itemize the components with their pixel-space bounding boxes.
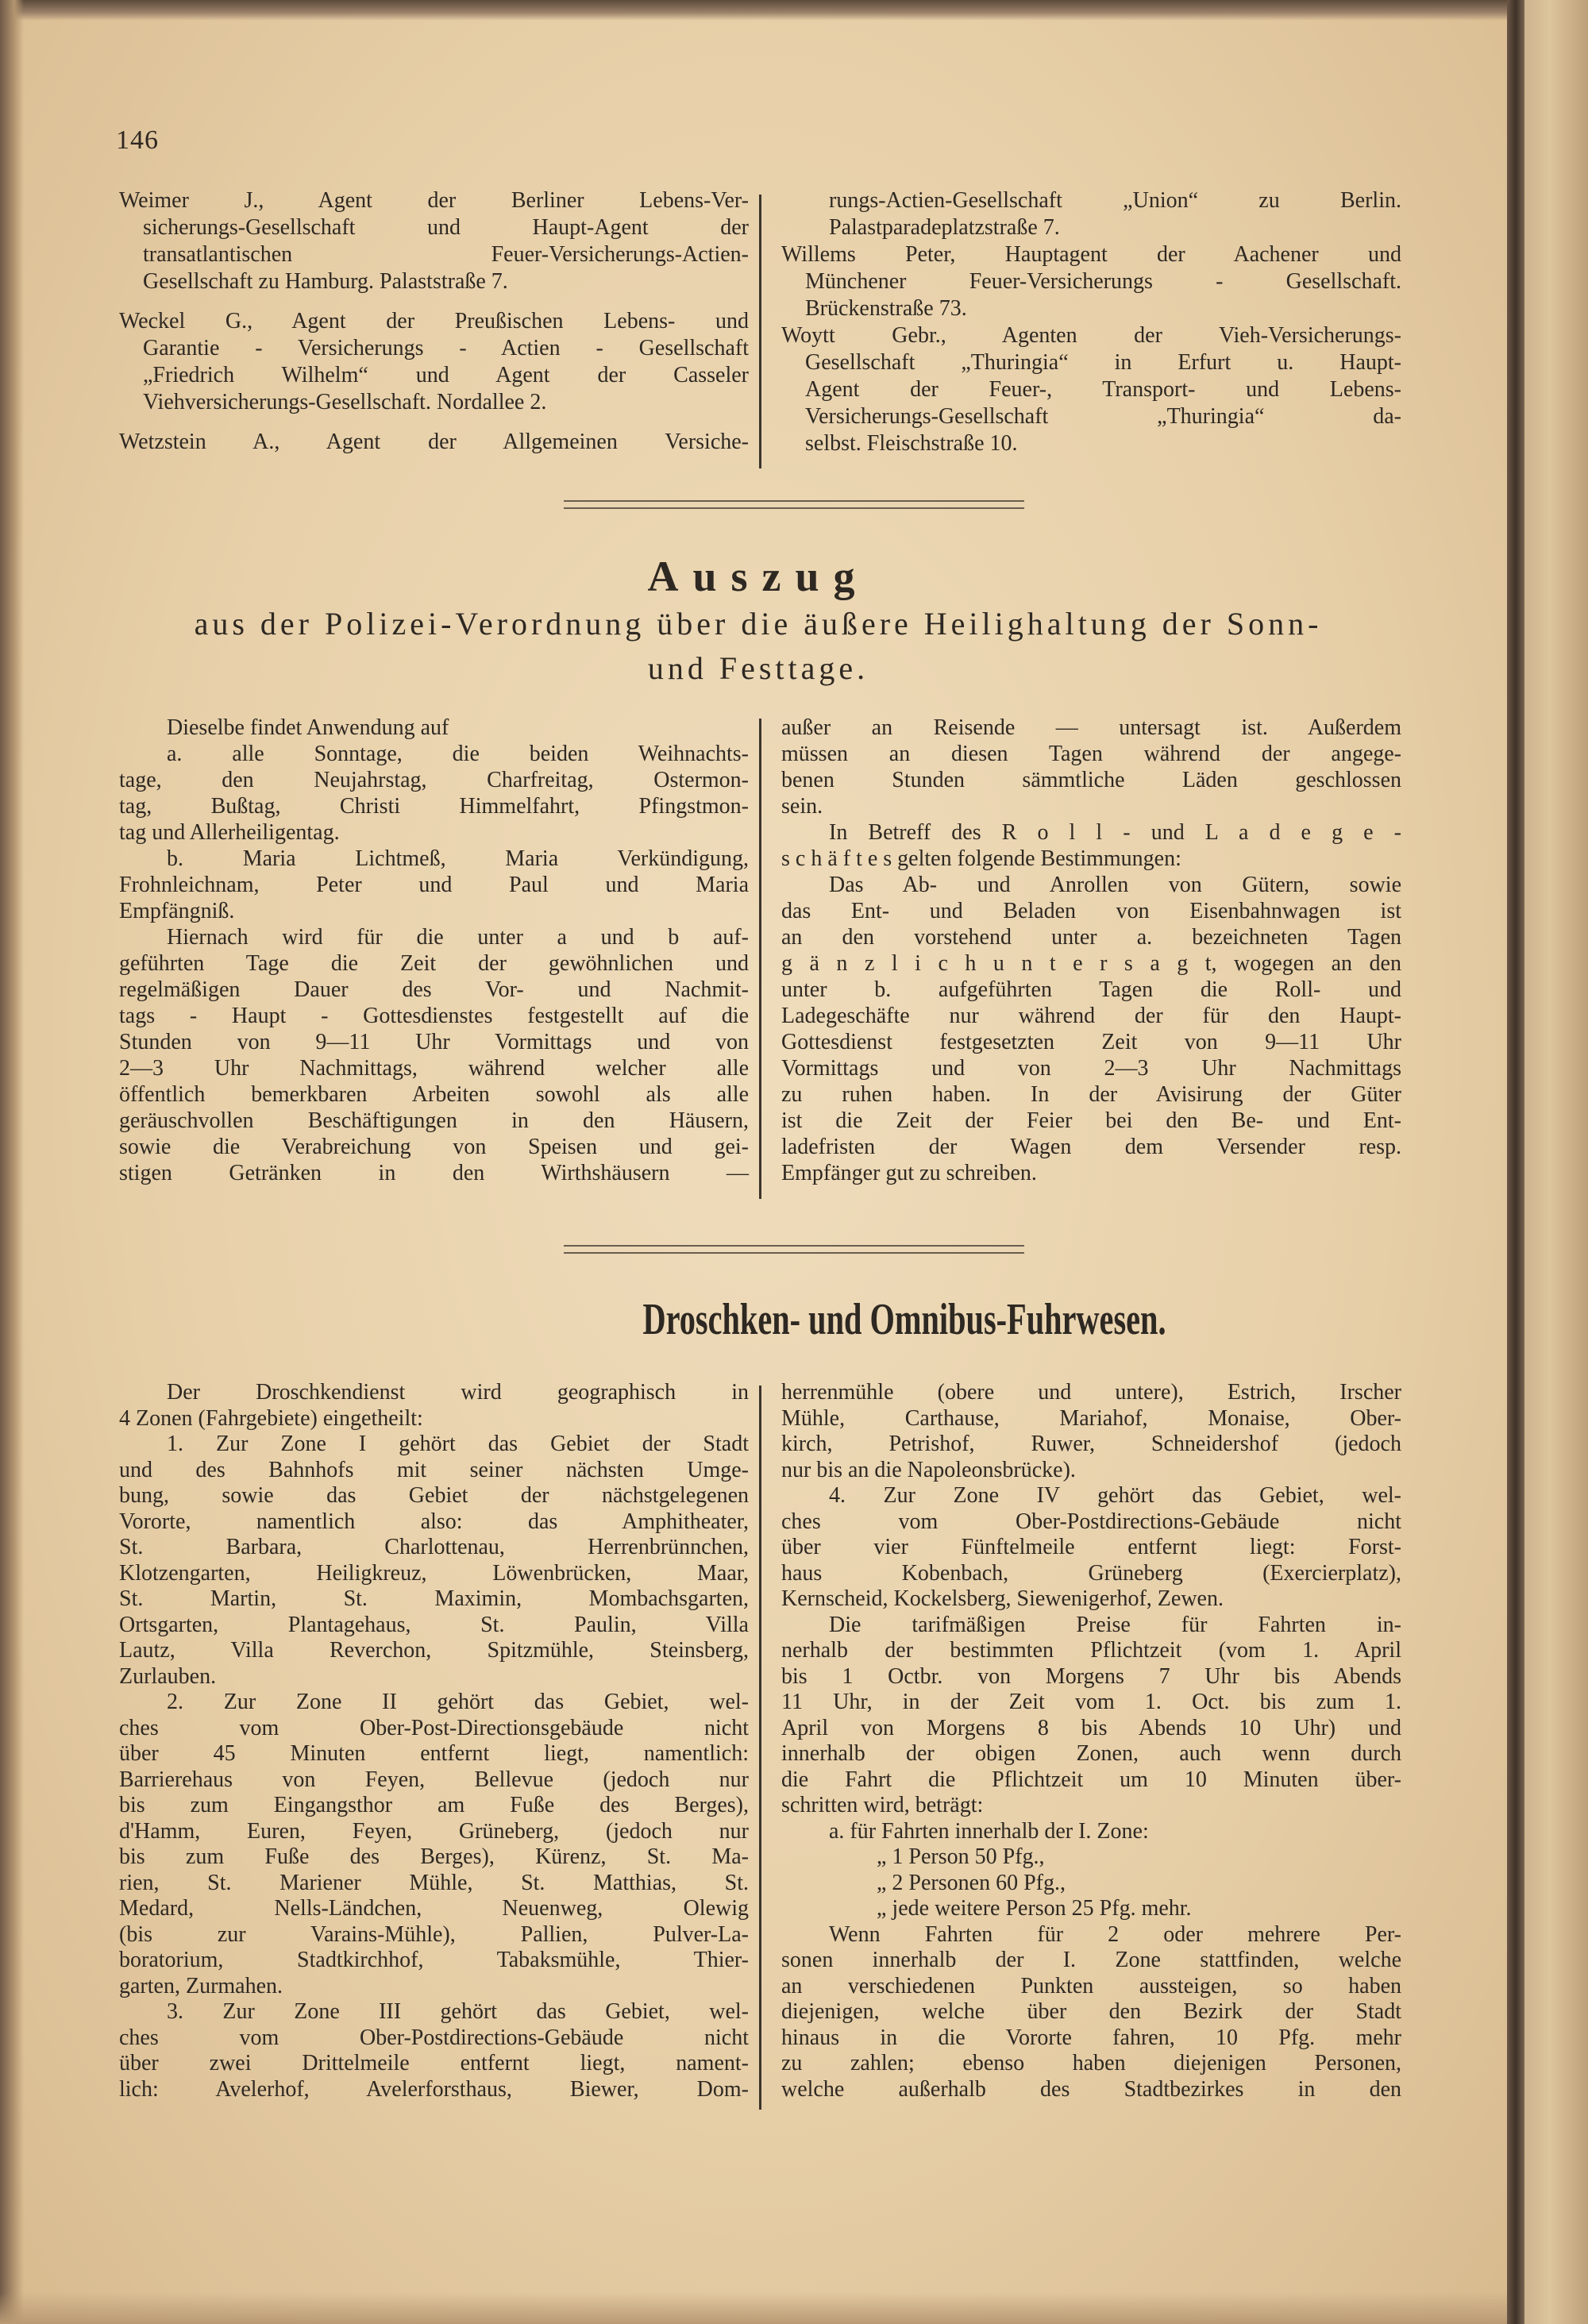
- paragraph: [119, 308, 749, 416]
- text-line: Zurlauben.: [119, 1663, 217, 1689]
- text-line: nur bis an die Napoleonsbrücke).: [781, 1457, 1076, 1482]
- text-line: geführten Tage die Zeit der gewöhnlichen und: [119, 951, 749, 976]
- text-line: 2—3 Uhr Nachmittags, während welcher alle: [119, 1056, 749, 1081]
- text-line: Vormittags und von 2—3 Uhr Nachmittags: [781, 1056, 1401, 1081]
- text-line: das Ent- und Beladen von Eisenbahnwagen ist: [781, 899, 1401, 923]
- text-line: s c h ä f t e s gelten folgende Bestimmungen:: [781, 846, 1181, 871]
- text-line: Garantie - Versicherungs - Actien - Gesellschaft: [143, 336, 749, 360]
- double-rule-divider: [564, 500, 1024, 509]
- text-line: April von Morgens 8 bis Abends 10 Uhr) und: [781, 1715, 1401, 1740]
- text-line: 4. Zur Zone IV gehört das Gebiet, wel-: [829, 1483, 1401, 1508]
- section-title-auszug: Auszug: [647, 553, 869, 600]
- text-line: ches vom Ober-Postdirections-Gebäude nicht: [781, 1509, 1401, 1534]
- text-line: Empfänger gut zu schreiben.: [781, 1161, 1037, 1185]
- text-line: sonen innerhalb der I. Zone stattfinden, welche: [781, 1948, 1401, 1972]
- paragraph: [119, 715, 749, 741]
- paragraph: [119, 429, 749, 456]
- text-line: Versicherungs-Gesellschaft „Thuringia“ da-: [805, 404, 1401, 429]
- text-line: Mühle, Carthause, Mariahof, Monaise, Ober-: [781, 1405, 1401, 1431]
- column-divider: [759, 1386, 761, 2110]
- text-line: geräuschvollen Beschäftigungen in den Häusern,: [119, 1108, 749, 1133]
- text-line: die Fahrt die Pflichtzeit um 10 Minuten über-: [781, 1767, 1401, 1792]
- text-line: 11 Uhr, in der Zeit vom 1. Oct. bis zum 1.: [781, 1690, 1401, 1714]
- text-line: sowie die Verabreichung von Speisen und gei-: [119, 1135, 749, 1159]
- text-line: „ jede weitere Person 25 Pfg. mehr.: [877, 1896, 1192, 1921]
- text-line: bung, sowie das Gebiet der nächstgelegenen: [119, 1483, 749, 1508]
- text-line: a. alle Sonntage, die beiden Weihnachts-: [167, 742, 749, 766]
- text-line: innerhalb der obigen Zonen, auch wenn durch: [781, 1741, 1401, 1766]
- text-line: Palastparadeplatzstraße 7.: [829, 215, 1060, 240]
- paragraph: [119, 924, 749, 1186]
- text-line: über vier Fünftelmeile entfernt liegt: Forst-: [781, 1535, 1401, 1559]
- text-line: transatlantischen Feuer-Versicherungs-Actien-: [143, 242, 749, 267]
- text-line: über 45 Minuten entfernt liegt, namentlich:: [119, 1741, 749, 1766]
- text-line: lich: Avelerhof, Avelerforsthaus, Biewer, Dom-: [119, 2076, 749, 2102]
- text-line: Brückenstraße 73.: [805, 296, 967, 321]
- text-line: Empfängniß.: [119, 899, 235, 923]
- text-line: ches vom Ober-Postdirections-Gebäude nicht: [119, 2025, 749, 2050]
- text-line: herrenmühle (obere und untere), Estrich, Irscher: [781, 1380, 1401, 1405]
- text-line: Weckel G., Agent der Preußischen Lebens- und: [119, 309, 749, 333]
- text-line: ist die Zeit der Feier bei den Be- und Ent-: [781, 1108, 1401, 1133]
- text-line: Woytt Gebr., Agenten der Vieh-Versicherungs-: [781, 323, 1401, 348]
- text-line: Der Droschkendienst wird geographisch in: [167, 1380, 749, 1405]
- paragraph: [781, 872, 1401, 1186]
- text-line: stigen Getränken in den Wirthshäusern —: [119, 1161, 749, 1185]
- text-line: Willems Peter, Hauptagent der Aachener und: [781, 242, 1401, 267]
- paragraph: [781, 322, 1401, 457]
- text-line: Stunden von 9—11 Uhr Vormittags und von: [119, 1030, 749, 1054]
- droschken-right-column: [781, 1380, 1401, 2102]
- text-line: garten, Zurmahen.: [119, 1973, 283, 1998]
- paragraph: [781, 819, 1401, 872]
- auszug-right-column: [781, 715, 1401, 1186]
- paragraph: [781, 1483, 1401, 1613]
- text-line: g ä n z l i c h u n t e r s a g t, wogegen an den: [781, 951, 1401, 976]
- text-line: boratorium, Stadtkirchhof, Tabaksmühle, Thier-: [119, 1948, 749, 1972]
- paragraph: [781, 241, 1401, 322]
- text-line: Dieselbe findet Anwendung auf: [167, 715, 449, 740]
- text-line: d'Hamm, Euren, Feyen, Grüneberg, (jedoch nur: [119, 1818, 749, 1844]
- text-line: welche außerhalb des Stadtbezirkes in den: [781, 2076, 1401, 2102]
- text-line: über zwei Drittelmeile entfernt liegt, nament-: [119, 2051, 749, 2075]
- paragraph: [119, 741, 749, 846]
- text-line: Vororte, namentlich also: das Amphitheater,: [119, 1509, 749, 1534]
- droschken-left-column: [119, 1380, 749, 2102]
- text-line: zu ruhen haben. In der Avisirung der Güter: [781, 1082, 1401, 1107]
- text-line: schritten wird, beträgt:: [781, 1793, 984, 1817]
- text-line: 1. Zur Zone I gehört das Gebiet der Stadt: [167, 1432, 749, 1456]
- paragraph: [119, 1380, 749, 1432]
- double-rule-divider: [564, 1245, 1024, 1254]
- text-line: Wetzstein A., Agent der Allgemeinen Versiche-: [119, 430, 749, 454]
- text-line: Frohnleichnam, Peter und Paul und Maria: [119, 873, 749, 897]
- text-line: 4 Zonen (Fahrgebiete) eingetheilt:: [119, 1405, 423, 1431]
- text-line: nerhalb der bestimmten Pflichtzeit (vom 1. April: [781, 1638, 1401, 1663]
- text-line: tag, Bußtag, Christi Himmelfahrt, Pfingstmon-: [119, 794, 749, 819]
- text-line: a. für Fahrten innerhalb der I. Zone:: [829, 1818, 1149, 1844]
- text-line: Ladegeschäfte nur während der für den Haupt-: [781, 1004, 1401, 1028]
- text-line: rien, St. Mariener Mühle, St. Matthias, St.: [119, 1870, 749, 1895]
- text-line: zu zahlen; ebenso haben diejenigen Personen,: [781, 2051, 1401, 2075]
- text-line: 3. Zur Zone III gehört das Gebiet, wel-: [167, 1999, 749, 2024]
- paragraph: [781, 1380, 1401, 1483]
- text-line: selbst. Fleischstraße 10.: [805, 431, 1018, 456]
- text-line: (bis zur Varains-Mühle), Pallien, Pulver-La-: [119, 1921, 749, 1947]
- text-line: Weimer J., Agent der Berliner Lebens-Ver-: [119, 188, 749, 213]
- text-line: bis zum Eingangsthor am Fuße des Berges),: [119, 1793, 749, 1817]
- text-line: Gottesdienst festgesetzten Zeit von 9—11 Uhr: [781, 1030, 1401, 1054]
- text-line: b. Maria Lichtmeß, Maria Verkündigung,: [167, 846, 749, 871]
- text-line: Gesellschaft „Thuringia“ in Erfurt u. Haupt-: [805, 350, 1401, 375]
- text-line: St. Barbara, Charlottenau, Herrenbrünnchen,: [119, 1535, 749, 1559]
- page-edge-top: [0, 0, 1513, 21]
- paragraph: [781, 1613, 1401, 1819]
- paragraph: [119, 1432, 749, 1690]
- text-line: Lautz, Villa Reverchon, Spitzmühle, Steinsberg,: [119, 1638, 749, 1663]
- paragraph: [119, 1690, 749, 1999]
- paragraph: [781, 187, 1401, 241]
- page-edge-bottom: [0, 2292, 1513, 2324]
- text-line: rungs-Actien-Gesellschaft „Union“ zu Berlin.: [829, 188, 1401, 213]
- text-line: regelmäßigen Dauer des Vor- und Nachmit-: [119, 977, 749, 1002]
- text-line: Wenn Fahrten für 2 oder mehrere Per-: [829, 1921, 1401, 1947]
- text-line: Gesellschaft zu Hamburg. Palaststraße 7.: [143, 269, 508, 294]
- page-edge-left: [0, 0, 24, 2324]
- paragraph: [781, 1844, 1401, 1922]
- text-line: Hiernach wird für die unter a und b auf-: [167, 925, 749, 950]
- auszug-left-column: [119, 715, 749, 1186]
- text-line: ladefristen der Wagen dem Versender resp.: [781, 1135, 1401, 1159]
- text-line: tage, den Neujahrstag, Charfreitag, Ostermon-: [119, 768, 749, 792]
- text-line: bis 1 Octbr. von Morgens 7 Uhr bis Abends: [781, 1663, 1401, 1689]
- section-title-droschken: Droschken- und Omnibus-Fuhrwesen.: [642, 1295, 1166, 1344]
- text-line: St. Martin, St. Maximin, Mombachsgarten,: [119, 1586, 749, 1611]
- text-line: „ 2 Personen 60 Pfg.,: [877, 1870, 1066, 1895]
- text-line: haus Kobenbach, Grüneberg (Exercierplatz),: [781, 1560, 1401, 1586]
- text-line: ches vom Ober-Post-Directionsgebäude nicht: [119, 1715, 749, 1740]
- text-line: an den vorstehend unter a. bezeichneten Tagen: [781, 925, 1401, 950]
- text-line: sein.: [781, 794, 823, 819]
- section-subtitle-line1: aus der Polizei-Verordnung über die äußere Heilighaltung der Sonn-: [194, 606, 1323, 642]
- text-line: Barrierehaus von Feyen, Bellevue (jedoch nur: [119, 1767, 749, 1792]
- text-line: In Betreff des R o l l - und L a d e g e -: [829, 820, 1401, 845]
- text-line: Agent der Feuer-, Transport- und Lebens-: [805, 377, 1401, 402]
- column-divider: [759, 719, 761, 1199]
- text-line: Münchener Feuer-Versicherungs - Gesellschaft.: [805, 269, 1401, 294]
- agents-right-column: [781, 187, 1401, 457]
- text-line: sicherungs-Gesellschaft und Haupt-Agent der: [143, 215, 749, 240]
- text-line: 2. Zur Zone II gehört das Gebiet, wel-: [167, 1690, 749, 1714]
- paragraph: [781, 1922, 1401, 2103]
- paragraph: [119, 846, 749, 924]
- text-line: diejenigen, welche über den Bezirk der Stadt: [781, 1999, 1401, 2024]
- text-line: „Friedrich Wilhelm“ und Agent der Casseler: [143, 363, 749, 387]
- agents-left-column: [119, 187, 749, 468]
- text-line: benen Stunden sämmtliche Läden geschlossen: [781, 768, 1401, 792]
- paragraph: [119, 1999, 749, 2102]
- text-line: tags - Haupt - Gottesdienstes festgestellt auf die: [119, 1004, 749, 1028]
- text-line: Ortsgarten, Plantagehaus, St. Paulin, Villa: [119, 1612, 749, 1637]
- text-line: kirch, Petrishof, Ruwer, Schneidershof (jedoch: [781, 1432, 1401, 1456]
- text-line: Kernscheid, Kockelsberg, Siewenigerhof, Zewen.: [781, 1586, 1224, 1611]
- section-subtitle-line2: und Festtage.: [647, 650, 869, 686]
- text-line: öffentlich bemerkbaren Arbeiten sowohl als alle: [119, 1082, 749, 1107]
- text-line: bis zum Fuße des Berges), Kürenz, St. Ma-: [119, 1844, 749, 1869]
- text-line: Medard, Nells-Ländchen, Neuenweg, Olewig: [119, 1896, 749, 1921]
- text-line: müssen an diesen Tagen während der angege-: [781, 742, 1401, 766]
- text-line: außer an Reisende — untersagt ist. Außerdem: [781, 715, 1401, 740]
- text-line: unter b. aufgeführten Tagen die Roll- und: [781, 977, 1401, 1002]
- text-line: an verschiedenen Punkten aussteigen, so haben: [781, 1973, 1401, 1998]
- text-line: „ 1 Person 50 Pfg.,: [877, 1844, 1045, 1869]
- column-divider: [759, 195, 761, 468]
- text-line: tag und Allerheiligentag.: [119, 820, 340, 845]
- text-line: Viehversicherungs-Gesellschaft. Nordallee 2.: [143, 390, 547, 414]
- page-number: 146: [116, 125, 159, 155]
- text-line: und des Bahnhofs mit seiner nächsten Umge-: [119, 1457, 749, 1482]
- text-line: Klotzengarten, Heiligkreuz, Löwenbrücken, Maar,: [119, 1560, 749, 1586]
- paragraph: [119, 187, 749, 295]
- adjacent-page-edge: [1524, 0, 1588, 2324]
- text-line: hinaus in die Vororte fahren, 10 Pfg. mehr: [781, 2025, 1401, 2050]
- text-line: Das Ab- und Anrollen von Gütern, sowie: [829, 873, 1401, 897]
- text-line: Die tarifmäßigen Preise für Fahrten in-: [829, 1612, 1401, 1637]
- paragraph: [781, 715, 1401, 819]
- paragraph: [781, 1819, 1401, 1845]
- book-binding: [1507, 0, 1524, 2324]
